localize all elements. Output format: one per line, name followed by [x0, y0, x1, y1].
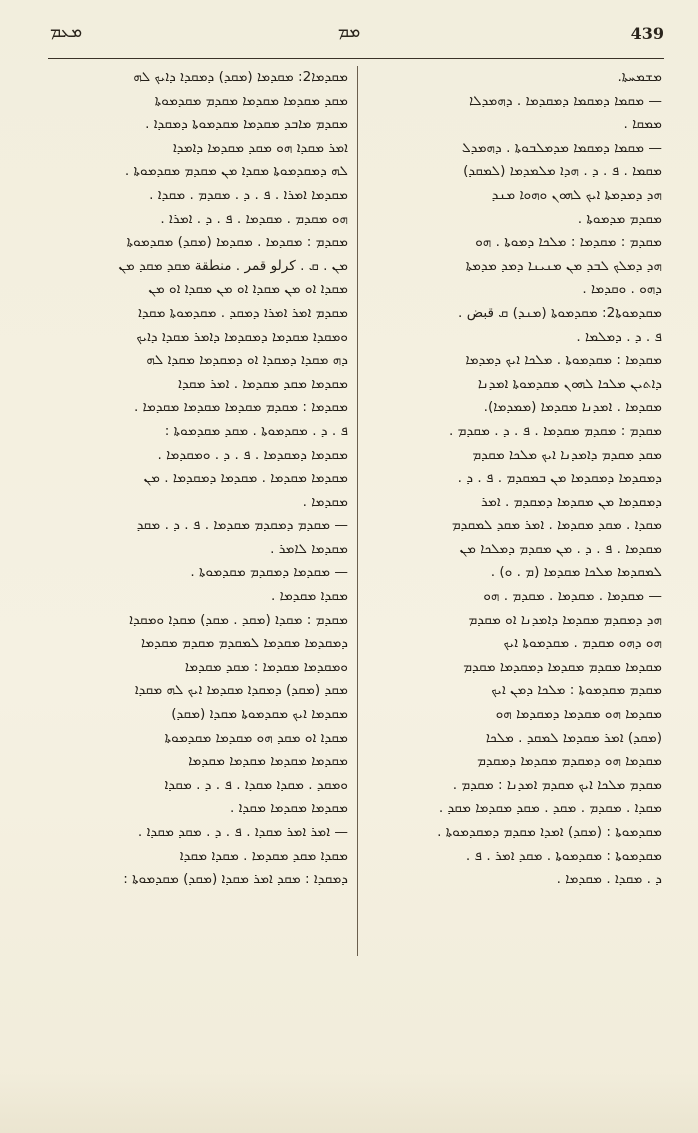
left-text-column	[52, 66, 348, 892]
text-line: ܡܩܕܡ ܡܩܕܡܘܬܐ : ܡܠܟܐ ܕܡܢ ܐܝܟ	[491, 682, 662, 699]
text-line: ܘܡܩܕܡܐ ܡܩܕܡܐ : ܡܩܕ ܡܩܕܡܐ	[184, 658, 348, 675]
text-line: ܡܩܕܐ ܡܩܕ ܡܩܕܡܐ . ܡܩܕܐ ܡܩܕܐ	[179, 847, 348, 864]
text-line: ܡܩܕܡܐ ܐܡܪܐ . ܦ . ܕ . ܡܩܕܡ . ܡܩܕܐ .	[149, 186, 348, 203]
text-line: ܦ . ܕ . ܕܡܠܡܐ .	[576, 328, 662, 345]
text-line: ܗܕ ܕܡܕܡܬܐ ܐܝܟ ܠܗܘܢ ܘܗܘܐ ܡܢܕ	[491, 186, 662, 203]
text-line: ܡܩܕܐ . ܡܩܕܡ . ܡܩܕ . ܡܩܕ ܡܩܕܡܐ ܡܩܕ .	[438, 800, 662, 817]
text-line: ܡܩܕܡܐ ܕܡܩܕܡܐ . ܦ . ܕ . ܘܡܩܕܡܐ .	[157, 446, 348, 463]
text-line: ܡܩܕܡܘܬܐ : (ܡܩܕ) ܐܡܕܐ ܡܩܕܡ ܕܡܩܕܡܘܬܐ .	[437, 824, 662, 840]
text-line: — ܡܩܡܐ ܕܡܩܡܐ ܕܡܩܕܡܐ . ܕܗܡܕܠܐ	[469, 92, 662, 109]
text-line: ܡܩܕ ܡܩܕܡܐ ܡܩܕܡܐ ܡܩܕܡ ܡܩܕܡܘܬܐ	[154, 92, 348, 109]
text-line: ܡܩܕ ܡܩܕܡ ܕܐܡܕܢܐ ܐܝܟ ܡܠܟܐ ܡܩܕܡ	[472, 446, 662, 463]
text-line: ܐܡܪ ܡܩܕܐ ܗܘ ܡܩܕ ܡܩܕܡܐ ܕܐܡܕܐ	[172, 139, 348, 156]
header-rule	[48, 58, 664, 59]
text-line: ܗܕ ܕܡܠܟ ܠܒܕ ܡܢ ܡܢܝܢܐ ܕܡܕ ܡܕܡܬܐ	[465, 257, 662, 274]
text-line: ܡܡܩܐ .	[623, 116, 662, 133]
text-line: ܡܩܕܡܐ . ܐܡܕܢܐ ܡܩܕܡܐ (ܡܡܕܡܐ).	[483, 399, 662, 416]
text-line: ܡܩܕܡ : ܡܩܕܐ (ܡܩܕ . ܡܩܕ) ܡܩܕܐ ܘܡܩܕܐ	[129, 611, 348, 628]
column-divider	[357, 66, 358, 956]
text-line: ܡܩܕܐ ܡܩܕܡܐ .	[270, 588, 348, 605]
text-line: (ܡܩܕ) ܐܡܪ ܡܩܕܡܐ ܠܡܩܕ . ܡܠܟܐ	[485, 729, 662, 746]
text-line: ܡܩܕܡܐ ܡܩܕܡܐ ܡܩܕܡܐ ܡܩܕܡܐ	[188, 753, 348, 770]
text-line: ܡܩܕܡ ܡܐܒܕ ܡܩܕܡܐ ܡܩܕܡܘܬܐ ܕܡܩܕܐ .	[145, 116, 348, 133]
page-bottom-shade	[0, 1073, 698, 1133]
text-line: ܕܡܩܕܐ : ܡܩܕ ܐܡܪ ܡܩܕܐ (ܡܩܕ) ܡܩܕܡܘܬܐ :	[123, 871, 348, 888]
text-line: ܕܡܩܕܡܐ ܡܢ ܡܩܕܡܐ ܕܡܩܕܡ . ܐܡܪ	[481, 493, 662, 510]
left-running-head: ܡܥܡ	[50, 22, 83, 42]
text-line: ܡܩܕܡܐ ܐܝܟ ܡܩܕܡܘܬܐ ܡܩܕܐ (ܡܩܕ)	[171, 706, 348, 723]
text-line: ܘܡܩܕ . ܡܩܕܐ ܡܩܕܐ . ܦ . ܕ . ܡܩܕܐ	[164, 776, 348, 793]
text-line: ܡܩܕܡ ܐܡܪ ܐܡܪܐ ܕܡܩܕ . ܡܩܕܡܘܬܐ ܡܩܕܐ	[138, 304, 348, 321]
page-number: 439	[630, 24, 664, 43]
text-line: ܡܢ . ܩ . کرلو قمر . منطقة ܡܩܕ ܡܩܕ ܡܢ	[118, 257, 348, 274]
text-line: ܕܗܘ . ܘܩܕܡܐ .	[582, 281, 662, 298]
text-line: ܕܗ ܡܩܕܐ ܕܡܩܕܐ ܐܘ ܕܡܩܕܡܐ ܡܩܕܐ ܠܗ	[146, 352, 348, 369]
text-line: ܡܩܕܡܐ ܗܘ ܡܩܕܡܐ ܕܡܩܕܡܐ ܗܘ	[495, 706, 662, 723]
right-text-column	[366, 66, 662, 892]
text-line: ܕ . ܡܩܕܐ . ܡܩܕܡܐ .	[556, 871, 662, 888]
text-line: ܡܩܕܐ ܐܘ ܡܢ ܡܩܕܐ ܐܘ ܡܢ ܡܩܕܐ ܐܘ ܡܢ	[148, 281, 348, 298]
text-line: ܡܩܕܡܐ ܡܩܕܡܐ . ܡܩܕܡܐ ܕܡܩܕܡܐ . ܡܢ	[143, 470, 348, 487]
text-line: ܡܩܕܐ . ܡܩܕ ܡܩܕܡܐ . ܐܡܪ ܡܩܕ ܠܡܩܕܡ	[451, 517, 662, 534]
text-line: — ܡܩܕܡܐ . ܡܩܕܡܐ . ܡܩܕܡ . ܗܘ	[483, 588, 662, 605]
text-line: ܡܩܕܡܐ ܡܩܕ ܡܩܕܡܐ . ܐܡܪ ܡܩܕܐ	[178, 375, 348, 392]
text-line: ܡܩܕܡܐ . ܦ . ܕ . ܡܢ ܡܩܕܡ ܕܡܠܟܐ ܡܢ	[459, 540, 662, 557]
text-line: ܗܘ ܡܩܕܡ . ܡܩܕܡܐ . ܦ . ܕ . ܐܡܪܐ .	[160, 210, 348, 227]
text-line: ܡܩܕ (ܡܩܕ) ܕܡܩܕܐ ܡܩܕܡܐ ܐܝܟ ܠܗ ܡܩܕܐ	[134, 682, 348, 699]
text-line: ܡܩܕܡܐ ܗܘ ܕܡܩܕܡ ܡܩܕܡܐ ܕܡܩܕܡ	[477, 753, 662, 770]
text-line: ܡܩܕܡ : ܡܩܕܡܐ . ܡܩܕܡܐ (ܡܩܕ) ܡܩܕܡܘܬܐ	[126, 234, 348, 251]
text-line: ܡܩܕܡ : ܡܩܕܡ ܡܩܕܡܐ . ܦ . ܕ . ܡܩܕܡ .	[449, 422, 662, 439]
text-line: ܕܡܩܕܡܐ ܡܩܕܡܐ ܠܡܩܕܡ ܡܩܕܡ ܡܩܕܡܐ	[140, 635, 348, 652]
text-line: ܗܘ ܕܗܘ ܡܩܕܡ . ܡܩܕܡܘܬܐ ܐܝܟ	[503, 635, 662, 652]
text-line: ܡܩܡܐ . ܦ . ܕ . ܗܕܐ ܡܠܡܕܡܐ (ܠܡܩܕ)	[463, 163, 662, 180]
text-line: ܡܩܕܡ : ܡܩܕܡܐ : ܡܠܟܐ ܕܡܘܬܐ . ܗܘ	[475, 234, 662, 251]
text-line: — ܡܩܕܡܐ ܕܡܩܕܡ ܡܩܕܡܘܬܐ .	[190, 564, 348, 581]
text-line: ܠܗ ܕܡܩܕܡܘܬܐ ܡܩܕܐ ܡܢ ܡܩܕܡ ܡܩܕܡܘܬܐ .	[124, 163, 348, 180]
text-line: ܡܩܕܡܐ : ܡܩܕܡܘܬܐ . ܡܠܟܐ ܐܝܟ ܕܡܕܡܐ	[465, 352, 662, 369]
text-line: ܡܩܕܡܘܬܐ2: ܡܩܕܡܘܬܐ (ܡܢܕ) ܩ قبض .	[458, 304, 662, 321]
text-line: ܠܡܩܕܡܐ ܡܠܟܐ ܡܩܕܡܐ (ܡ . ܘ) .	[490, 564, 662, 581]
text-line: ܡܩܕܡܘܬܐ : ܡܩܕܡܘܬܐ . ܡܩܕ ܐܡܪ . ܦ .	[465, 847, 662, 864]
text-line: ܡܩܕܡ ܡܠܟܐ ܐܝܟ ܡܩܕܡ ܐܡܕܢܐ : ܡܩܕܡ .	[452, 776, 662, 793]
text-line: — ܐܡܪ ܐܡܪ ܡܩܕܐ . ܦ . ܕ . ܡܩܕ ܡܩܕܐ .	[137, 824, 348, 840]
text-line: ܡܩܕܡܐ .	[302, 493, 348, 510]
text-line: ܗܕ ܕܡܩܕܡ ܡܩܕܡܐ ܕܐܡܕܢܐ ܐܘ ܡܩܕܡ	[468, 611, 662, 628]
text-line: ܡܩܕܡܐ : ܡܩܕܡ ܡܩܕܡܐ ܡܩܕܡܐ ܡܩܕܡܐ .	[134, 399, 348, 416]
text-line: — ܡܩܡܐ ܕܡܩܡܐ ܡܕܡܠܒܘܬܐ . ܕܗܡܕܠ	[461, 139, 662, 156]
text-line: ܡܩܕܡܐ2: ܡܩܕܡܐ (ܡܩܕ) ܕܡܩܕܐ ܕܐܝܟ ܠܗ	[133, 69, 348, 85]
text-line: ܡܩܕܡܐ ܡܩܕܡܐ ܡܩܕܐ .	[229, 800, 348, 817]
text-line: ܘܡܩܕܐ ܡܩܕܡܐ ܕܡܩܕܡܐ ܕܐܡܪ ܡܩܕܐ ܕܐܝܟ	[136, 328, 348, 345]
text-line: ܡܩܕܡܐ ܡܩܕܡ ܡܩܕܡܐ ܕܡܩܕܡܐ ܡܩܕܡ	[463, 658, 662, 675]
text-line: ܕܐܬܝܢ ܡܠܟܐ ܠܗܘܢ ܡܩܕܡܘܬܐ ܐܡܕܢܐ	[477, 375, 662, 392]
text-line: — ܡܩܕܡ ܕܡܩܕܡ ܡܩܕܡܐ . ܦ . ܕ . ܡܩܕ	[136, 517, 348, 534]
text-line: ܡܩܕܐ ܐܘ ܡܩܕ ܗܘ ܡܩܕܡܐ ܡܩܕܡܘܬܐ	[164, 729, 348, 746]
text-line: ܡܩܕܡ ܡܕܡܘܬܐ .	[577, 210, 662, 227]
text-line: ܦ . ܕ . ܡܩܕܡܘܬܐ . ܡܩܕ ܡܩܕܡܘܬܐ :	[164, 422, 348, 439]
text-line: ܡܫܡܚܬܐ.	[617, 69, 662, 85]
text-line: ܕܡܩܕܡܐ ܕܡܩܕܡܐ ܡܢ ܒܡܩܕܡ . ܦ . ܕ .	[457, 470, 662, 487]
center-running-head: ܡܡ	[337, 22, 361, 42]
text-line: ܡܩܕܡܐ ܠܐܡܪ .	[270, 540, 348, 557]
